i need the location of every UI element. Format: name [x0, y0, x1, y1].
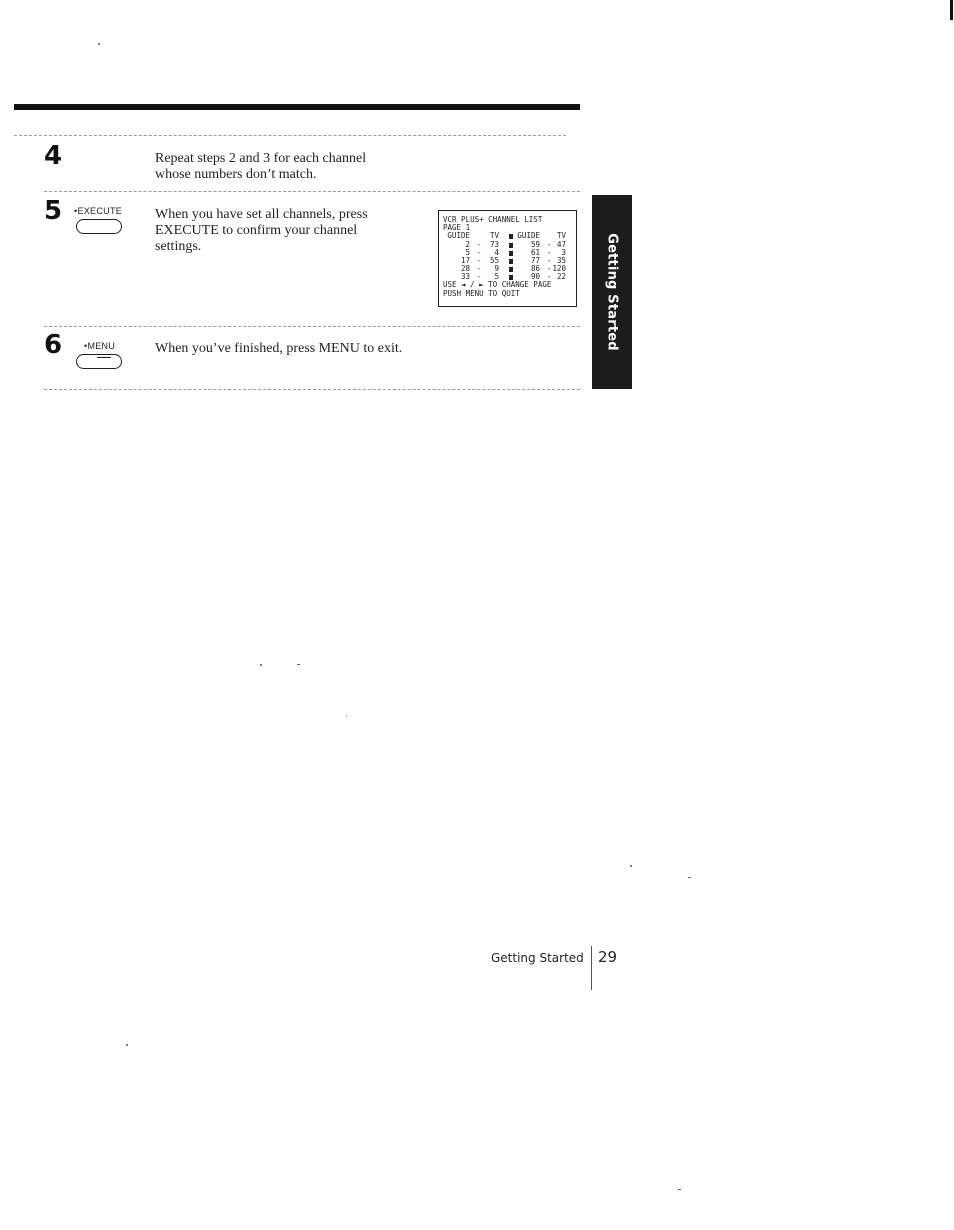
table-header: TV: [556, 231, 566, 241]
table-cell: 22: [556, 272, 566, 282]
step-5-text: [155, 207, 368, 255]
side-tab-label: Getting Started: [604, 233, 620, 351]
table-cell: 9: [494, 264, 499, 274]
scan-speck: [126, 1044, 128, 1046]
table-cell: 5: [494, 272, 499, 282]
section-top-rule: [14, 104, 580, 110]
table-cell: 28: [460, 264, 470, 274]
divider: [44, 191, 580, 192]
hyphen: -: [547, 264, 552, 274]
hyphen: -: [477, 247, 482, 257]
step-4-text: [155, 151, 366, 183]
table-cell: 35: [556, 256, 566, 265]
divider: [44, 326, 580, 327]
divider: [44, 389, 580, 390]
page-number: 29: [598, 948, 618, 966]
separator-block: [509, 275, 513, 280]
table-cell: 86: [530, 264, 540, 274]
table-cell: 77: [530, 256, 540, 265]
page-edge-mark: [950, 0, 953, 20]
step-5-number: 5: [44, 196, 63, 226]
table-header: GUIDE: [517, 231, 540, 241]
step-6-text: [155, 341, 402, 357]
separator-block: [509, 251, 513, 256]
execute-button-label: •EXECUTE: [74, 206, 123, 216]
hyphen: -: [547, 256, 552, 265]
scan-speck: [98, 43, 100, 45]
hyphen: -: [477, 264, 482, 274]
execute-button[interactable]: [76, 219, 122, 234]
table-cell: 5: [465, 247, 470, 257]
step-5-line-3: settings.: [155, 239, 202, 254]
step-4-number: 4: [44, 141, 63, 171]
separator-block: [509, 234, 513, 239]
step-6-line-1: When you’ve finished, press MENU to exit.: [155, 341, 403, 356]
separator-block: [509, 243, 513, 248]
table-cell: 90: [530, 272, 540, 282]
table-cell: 47: [556, 239, 566, 249]
hyphen: -: [477, 256, 482, 265]
screen-title: VCR PLUS+ CHANNEL LIST: [443, 215, 543, 224]
channel-table: [443, 232, 576, 281]
step-5-line-1: When you have set all channels, press: [155, 207, 368, 222]
hyphen: -: [477, 272, 482, 282]
table-cell: 61: [530, 247, 540, 257]
section-side-tab: [592, 195, 632, 389]
table-cell: 55: [489, 256, 499, 265]
scan-speck: [297, 664, 300, 665]
step-5-line-2: EXECUTE to confirm your channel: [155, 223, 358, 238]
table-cell: 2: [465, 239, 470, 249]
table-cell: 120: [552, 264, 566, 274]
screen-footer-line-1: USE ◄ / ► TO CHANGE PAGE: [443, 280, 552, 290]
hyphen: -: [547, 272, 552, 282]
scan-speck: [630, 865, 632, 867]
hyphen: -: [547, 247, 552, 257]
scan-speck: [688, 877, 691, 878]
step-6-number: 6: [44, 330, 63, 360]
table-cell: 17: [460, 256, 470, 265]
footer-divider: [591, 946, 592, 990]
table-cell: 3: [561, 247, 566, 257]
tv-screen-channel-list: [438, 210, 577, 307]
divider: [14, 135, 566, 136]
screen-page: PAGE 1: [443, 223, 471, 233]
table-header: TV: [489, 231, 499, 241]
menu-button-label: •MENU: [84, 341, 116, 351]
footer-section-label: Getting Started: [491, 951, 584, 965]
hyphen: -: [477, 239, 482, 249]
separator-block: [509, 267, 513, 272]
step-4-line-2: whose numbers don’t match.: [155, 167, 317, 182]
screen-footer-line-2: PUSH MENU TO QUIT: [443, 288, 520, 298]
menu-button[interactable]: [76, 354, 122, 369]
table-cell: 33: [460, 272, 470, 282]
table-cell: 59: [530, 239, 540, 249]
step-4-line-1: Repeat steps 2 and 3 for each channel: [155, 151, 367, 166]
scan-speck: [346, 715, 347, 716]
table-header: GUIDE: [447, 231, 470, 241]
separator-block: [509, 259, 513, 264]
table-cell: 4: [494, 247, 499, 257]
hyphen: -: [547, 239, 552, 249]
scan-speck: [260, 664, 262, 666]
table-cell: 73: [489, 239, 499, 249]
scan-speck: [678, 1189, 681, 1190]
